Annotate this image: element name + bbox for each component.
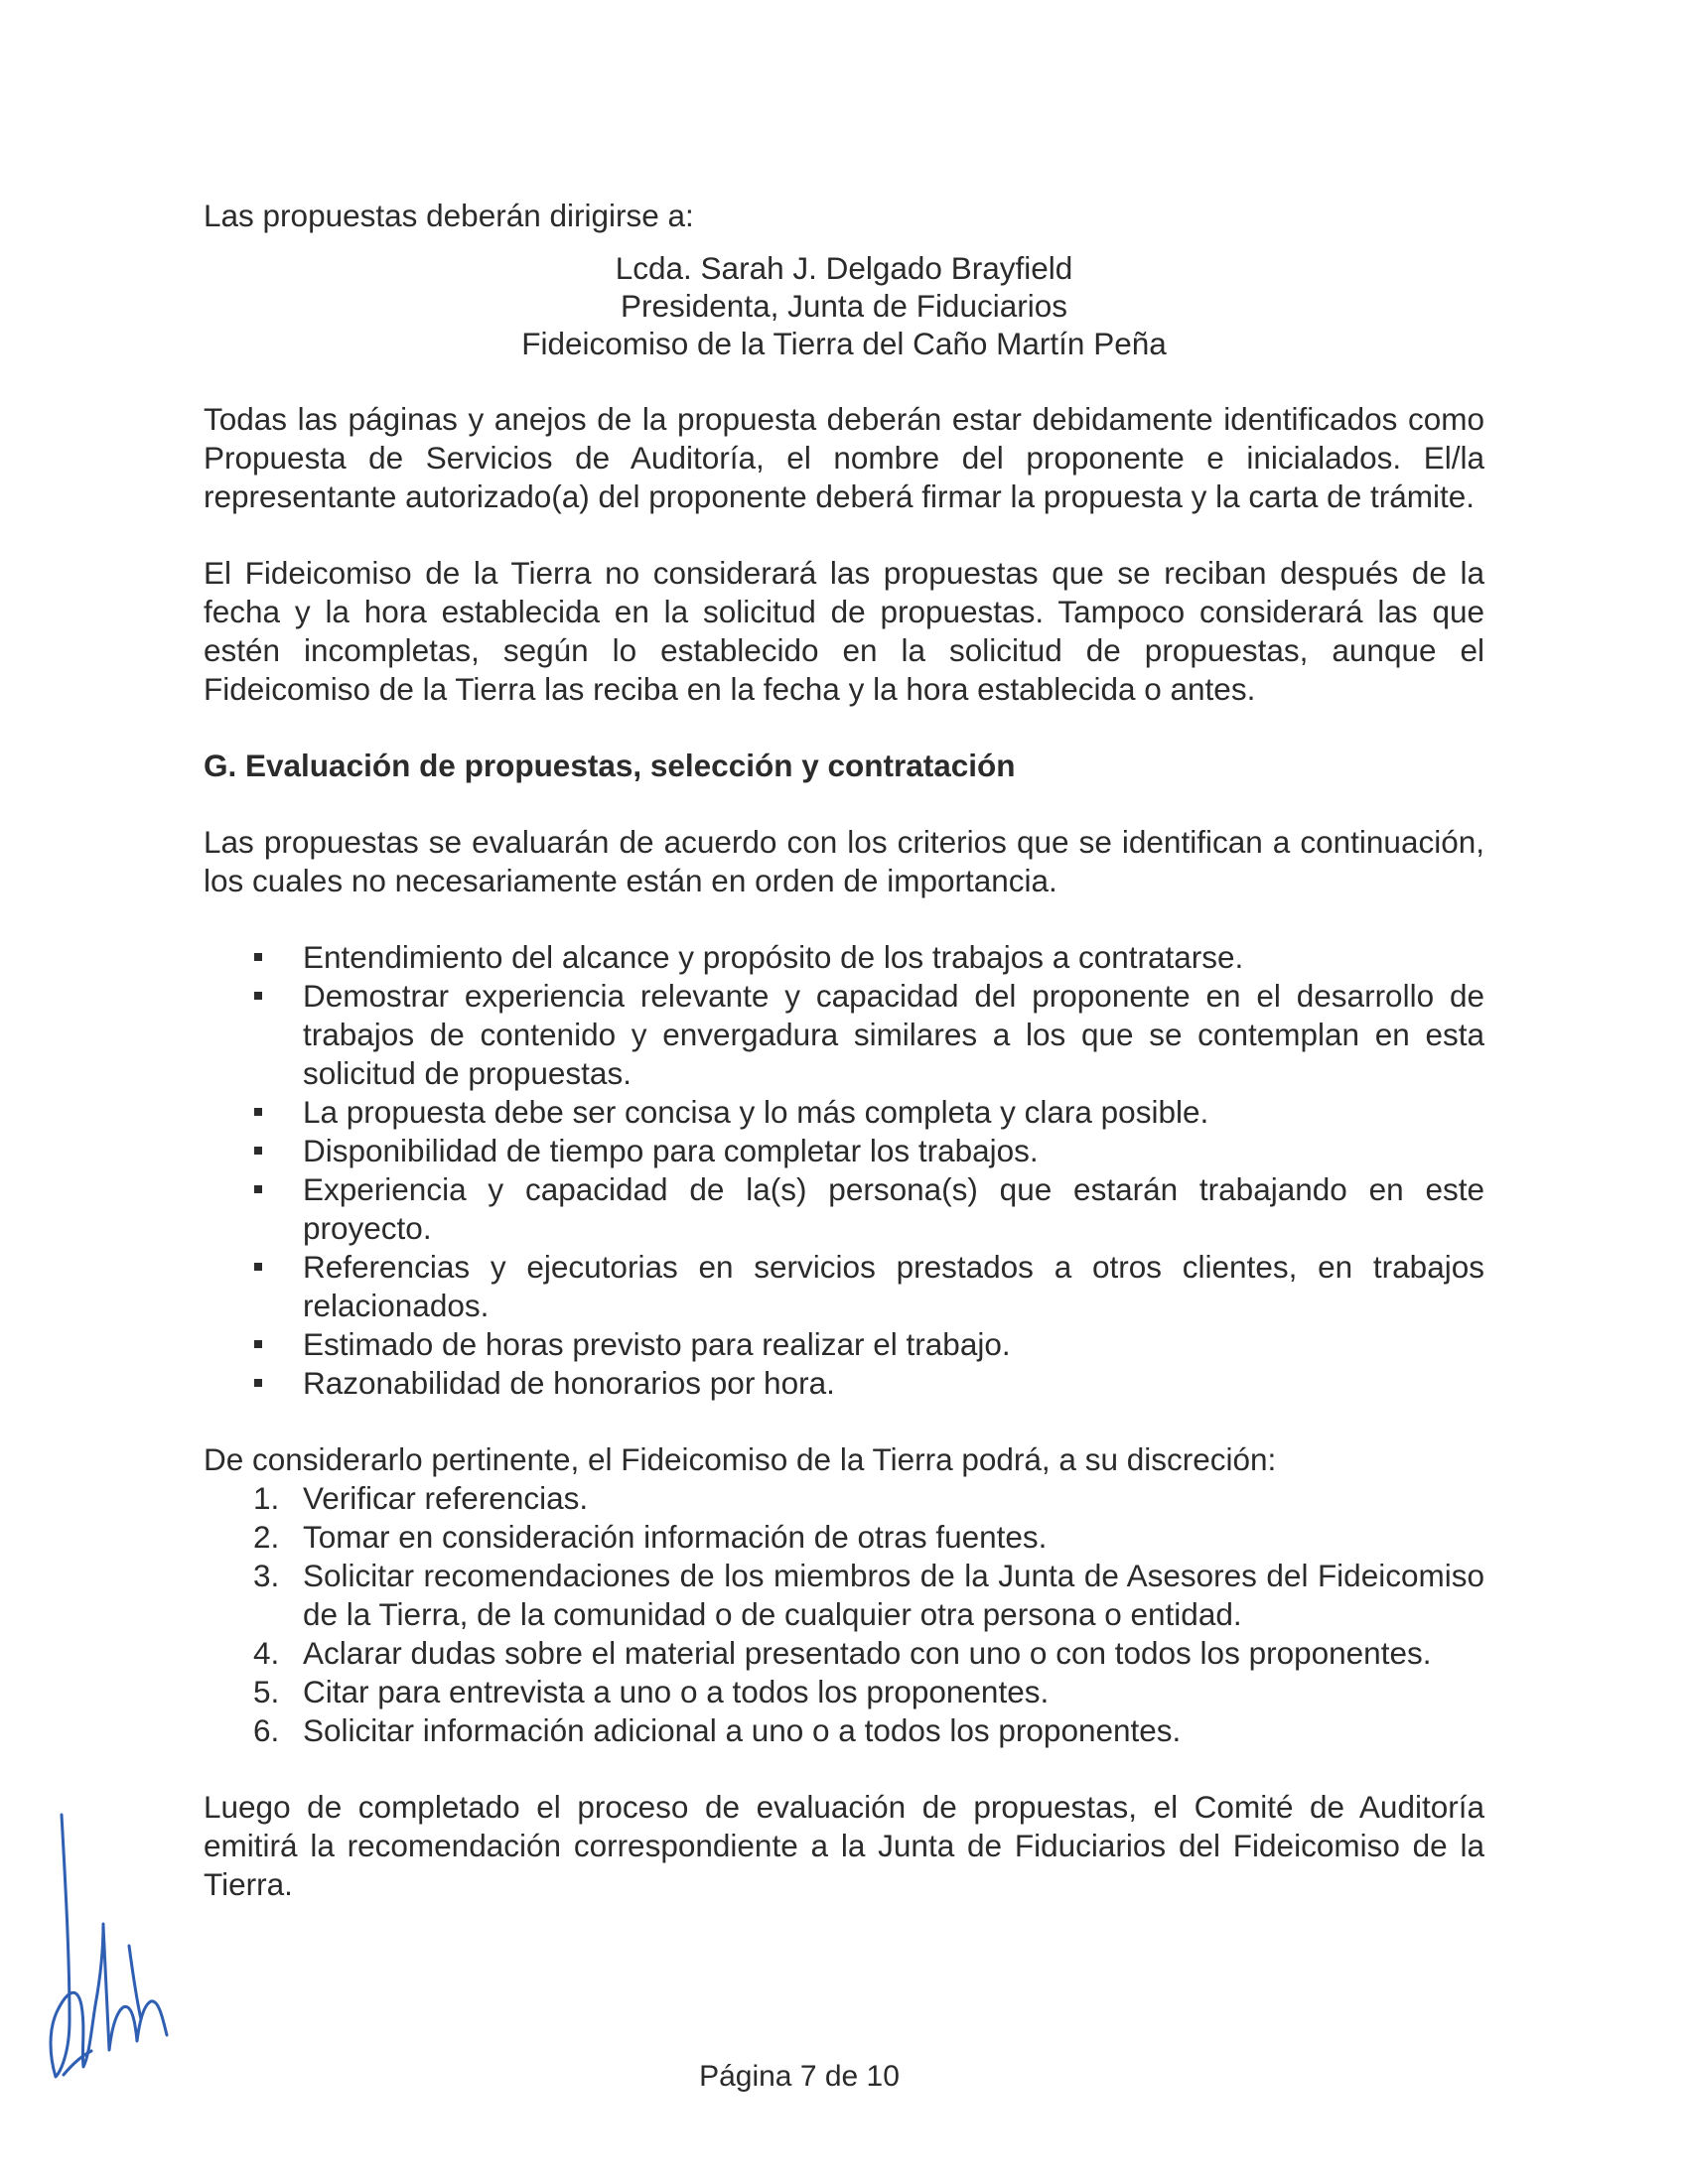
- square-bullet-icon: [254, 953, 262, 961]
- criteria-intro-paragraph: Las propuestas se evaluarán de acuerdo con los criterios que se identifican a continuación, los cuales no necesariamente están en orden de importancia.: [204, 824, 1484, 898]
- list-number: 2.: [253, 1519, 280, 1555]
- list-item: Disponibilidad de tiempo para completar los trabajos.: [204, 1132, 1484, 1170]
- list-item: Referencias y ejecutorias en servicios prestados a otros clientes, en trabajos relacionados.: [204, 1248, 1484, 1325]
- list-number: 4.: [253, 1635, 280, 1671]
- closing-paragraph: Luego de completado el proceso de evaluación de propuestas, el Comité de Auditoría emitirá la recomendación correspondiente a la Junta de Fiduciarios del Fideicomiso de la Tierra.: [204, 1789, 1484, 1902]
- late-proposals-paragraph: El Fideicomiso de la Tierra no considerará las propuestas que se reciban después de la fecha y la hora establecida en la solicitud de propuestas. Tampoco considerará las que estén incompletas, según lo establecido en la solicitud de propuestas, aunque el Fideicomiso de la Tierra las reciba en la fecha y la hora establecida o antes.: [204, 555, 1484, 707]
- square-bullet-icon: [254, 1340, 262, 1348]
- list-item: 5. Citar para entrevista a uno o a todos los proponentes.: [253, 1674, 1050, 1709]
- list-item: Razonabilidad de honorarios por hora.: [204, 1364, 1484, 1403]
- recipient-organization: Fideicomiso de la Tierra del Caño Martín Peña: [521, 326, 1167, 361]
- discretion-intro: De considerarlo pertinente, el Fideicomiso de la Tierra podrá, a su discreción:: [204, 1441, 1277, 1477]
- section-heading: G. Evaluación de propuestas, selección y contratación: [204, 748, 1016, 783]
- list-item: 6. Solicitar información adicional a uno o a todos los proponentes.: [253, 1712, 1182, 1748]
- list-item: 2. Tomar en consideración información de otras fuentes.: [253, 1519, 1048, 1555]
- square-bullet-icon: [254, 1108, 262, 1116]
- recipient-title: Presidenta, Junta de Fiduciarios: [621, 288, 1067, 324]
- document-page: [204, 197, 1484, 1904]
- list-number: 5.: [253, 1674, 280, 1709]
- list-item: Experiencia y capacidad de la(s) persona(s) que estarán trabajando en este proyecto.: [204, 1170, 1484, 1248]
- list-number: 6.: [253, 1712, 280, 1748]
- square-bullet-icon: [254, 1147, 262, 1155]
- criteria-list: [204, 938, 1484, 1403]
- list-number: 1.: [253, 1480, 280, 1516]
- intro-line: Las propuestas deberán dirigirse a:: [204, 198, 694, 233]
- list-item: 1. Verificar referencias.: [253, 1480, 589, 1516]
- actions-list: [204, 1479, 1484, 1750]
- square-bullet-icon: [254, 1379, 262, 1387]
- list-number: 3.: [253, 1558, 280, 1593]
- square-bullet-icon: [254, 1185, 262, 1193]
- list-item: 4. Aclarar dudas sobre el material presentado con uno o con todos los proponentes.: [253, 1635, 1432, 1671]
- list-item: 3. Solicitar recomendaciones de los miembros de la Junta de Asesores del Fideicomiso de la Tierra, de la comunidad o de cualquier otra persona o entidad.: [253, 1558, 1484, 1632]
- page-number: Página 7 de 10: [699, 2060, 900, 2093]
- list-item: Estimado de horas previsto para realizar el trabajo.: [204, 1325, 1484, 1364]
- identification-paragraph: Todas las páginas y anejos de la propuesta deberán estar debidamente identificados como Propuesta de Servicios de Auditoría, el nombre del proponente e inicialados. El/la representante autorizado(a) del proponente deberá firmar la propuesta y la carta de trámite.: [204, 401, 1484, 514]
- square-bullet-icon: [254, 992, 262, 1000]
- recipient-name: Lcda. Sarah J. Delgado Brayfield: [615, 250, 1073, 286]
- list-item: Entendimiento del alcance y propósito de los trabajos a contratarse.: [204, 938, 1484, 977]
- recipient-address: [204, 249, 1484, 362]
- list-item: La propuesta debe ser concisa y lo más completa y clara posible.: [204, 1093, 1484, 1132]
- square-bullet-icon: [254, 1263, 262, 1271]
- list-item: Demostrar experiencia relevante y capacidad del proponente en el desarrollo de trabajos de contenido y envergadura similares a los que se contemplan en esta solicitud de propuestas.: [204, 977, 1484, 1093]
